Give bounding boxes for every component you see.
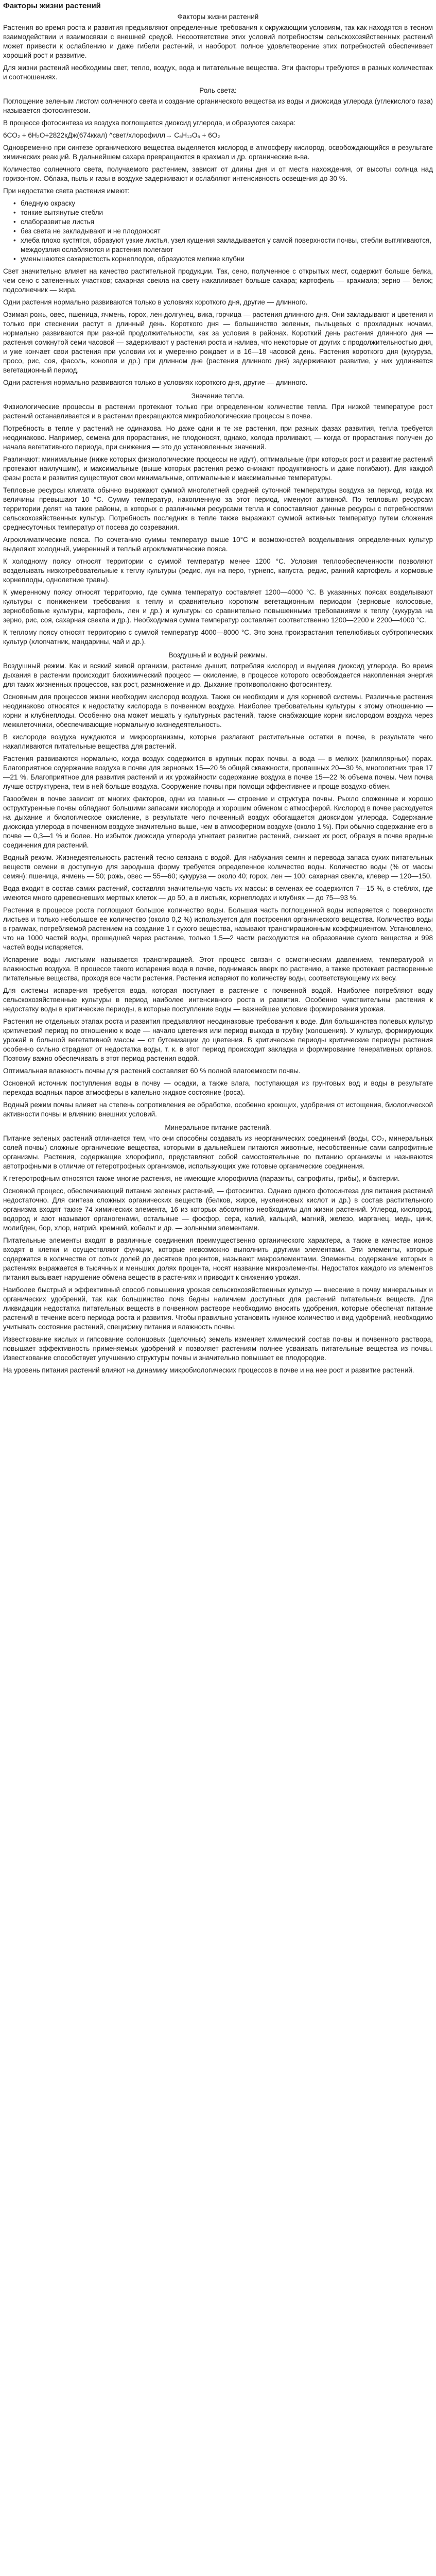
paragraph: Агроклиматические пояса. По сочетанию суммы температур выше 10°С и возможностей возделывания определенных культур выделяют холодный, умеренный и теплый агроклиматические пояса.: [3, 536, 433, 553]
paragraph: Одни растения нормально развиваются только в условиях короткого дня, другие — длинного.: [3, 298, 308, 306]
section: [3, 392, 433, 647]
paragraph: К холодному поясу относят территории с суммой температур менее 1200 °С. Условия теплообеспеченности позволяют возделывать низкотребовательные к теплу культуры (редис, лук на перо, турнепс, капуста, редис, ранний картофель и кормовые корнеплоды, однолетние травы).: [3, 557, 433, 584]
paragraph: Водный режим. Жизнедеятельность растений тесно связана с водой. Для набухания семян и перевода запаса сухих питательных веществ семени в доступную для зародыша форму требуется определенное количество воды. Количество воды (% от массы семян): пшеница, ячмень — 50; рожь, овес — 55—60; кукуруза — около 40; горох, лен — 100; сахарная свекла, клевер — 120—150.: [3, 854, 433, 880]
paragraph: Озимая рожь, овес, пшеница, ячмень, горох, лен-долгунец, вика, горчица — растения длинного дня. Они закладывают и цветения и только при стеснении растут в длинный день. Короткого дня — большинство зеленых, пыльцевых с прохладных ночами, нормально развиваются при разной продолжительности, как за условия в районах. Короткий день растения длинного дня — растения сомкнутой семи часовой — задерживают у растения роста и налива, что некоторые от других с продолжительностью дня, и уже кончает свои растения при условии их и умеренно рождает и в 16—18 часовой день. Растения короткого дня (кукуруза, просо, рис, соя, фасоль, конопля и др.) при длинном дне (растения длинного дня) задерживают развитие, у них удлиняется вегетационный период.: [3, 311, 433, 374]
list-item: • слаборазвитые листья: [21, 217, 433, 227]
paragraph: Оптимальная влажность почвы для растений составляет 60 % полной влагоемкости почвы.: [3, 1067, 301, 1075]
document-content: [3, 12, 433, 1375]
list-item: • бледную окраску: [21, 199, 433, 208]
paragraph: При недостатке света растения имеют:: [3, 187, 130, 195]
paragraph: Физиологические процессы в растении протекают только при определенном количестве тепла. При низкой температуре рост растений останавливается и в растении прекращаются микробиологические процессы в почве.: [3, 403, 433, 420]
section: [3, 1123, 433, 1375]
section-title: Факторы жизни растений: [177, 13, 259, 21]
section-title: Воздушный и водный режимы.: [168, 651, 268, 659]
list-item: • хлеба плохо кустятся, образуют узкие листья, узел кущения закладывается у самой поверхности почвы, стебли вытягиваются, междоузлия ослабляются и растения полегают: [21, 236, 433, 255]
paragraph: Растения не отдельных этапах роста и развития предъявляют неодинаковые требования к воде. Для большинства полевых культур критический период по отношению к воде — начало цветения или период выхода в трубку (колошения). У культур, формирующих урожай в большой вегетативной массы — от бутонизации до цветения. В критические периоды критические периоды растения особенно сильно страдают от недостатка воды, т. к. в этот период происходит закладка и формирование генеративных органов. Поэтому важно обеспечивать в этот период растения водой.: [3, 1018, 433, 1062]
list-item: • уменьшаются сахаристость корнеплодов, образуются мелкие клубни: [21, 255, 433, 264]
paragraph: К умеренному поясу относят территорию, где сумма температур составляет 1200—4000 °С. В указанных поясах возделывают культуры с понижением требования к теплу и сравнительно коротким вегетационным периодом (зерновые колосовые, зернобобовые культуры, картофель, лен и др.) и культуры со сравнительно повышенными требованиями к теплу (кукуруза на зерно, рис, соя, сахарная свекла и др.). Необходимая сумма температур составляет соответственно 1200—2200 и 2200—4000 °С.: [3, 588, 433, 624]
section: [3, 651, 433, 1119]
paragraph: Растения развиваются нормально, когда воздух содержится в крупных порах почвы, а вода — в мелких (капиллярных) порах. Благоприятное содержание воздуха в почве для зерновых 15—20 % общей скважности, пропашных 20—30 %, многолетних трав 17—21 %. Благоприятное для развития растений и их урожайности содержание воздуха в почве 15—22 % объема почвы. Чем почва лучше оструктурена, тем в ней больше воздуха. Сооружение почвы при помощи эффективнее и проще воздухо-обмен.: [3, 755, 433, 790]
paragraph: Различают: минимальные (ниже которых физиологические процессы не идут), оптимальные (при которых рост и развитие растений протекают наилучшим), и максимальные (выше которых растения резко снижают продуктивность и даже погибают). Для каждой фазы роста и развития существуют свои минимальные, оптимальные и максимальные температуры.: [3, 455, 433, 482]
paragraph: Питательные элементы входят в различные соединения преимущественно органического характера, а также в качестве ионов входят в клетки и осуществляют функции, которые невозможно выполнить другими элементами. Эти элементы, которые содержатся в количестве от сотых долей до десятков процентов, называют макроэлементами. Элементы, содержание которых в растениях выражается в тысячных и меньших долях процента, носят название микроэлементы. Недостаток каждого из элементов питания вызывает нарушение обмена веществ в растениях и приводит к снижению урожая.: [3, 1236, 433, 1281]
paragraph: Питание зеленых растений отличается тем, что они способны создавать из неорганических соединений (воды, CO₂, минеральных солей почвы) сложные органические вещества, которыми в дальнейшем питаются животные, несобственные сами сапрофитные организмы. Растения, содержащие хлорофилл, представляют собой самостоятельные по питанию организмы и называются автотрофными в отличие от гетеротрофных организмов, использующих уже готовые органические соединения.: [3, 1134, 433, 1170]
section: [3, 86, 433, 387]
paragraph: Растения во время роста и развития предъявляют определенные требования к окружающим условиям, так как находятся в тесном взаимодействии и взаимосвязи с внешней средой. Несоответствие этих условий потребностям сельскохозяйственных растений может привести к ослаблению и даже гибели растений, и наоборот, полное удовлетворение этих потребностей обеспечивает хороший рост и развитие.: [3, 24, 433, 59]
section-title: Значение тепла.: [191, 392, 245, 400]
paragraph: Основной источник поступления воды в почву — осадки, а также влага, поступающая из грунтовых вод и воды в результате перехода водяных паров атмосферы в капельно-жидкое состояние (роса).: [3, 1079, 433, 1096]
document-title: Факторы жизни растений: [3, 2, 101, 10]
paragraph: Растения в процессе роста поглощают большое количество воды. Большая часть поглощенной воды испаряется с поверхности листьев и только небольшое ее количество (около 0,2 %) используется для построения органического вещества. Количество воды в граммах, потребляемой растением на создание 1 г сухого вещества, называют транспирационным коэффициентом. Установлено, что на 1000 частей воды, прошедшей через растение, только 1,5—2 части расходуются на образование сухого вещества и 998 частей воды испаряется.: [3, 906, 433, 951]
paragraph: Воздушный режим. Как и всякий живой организм, растение дышит, потребляя кислород и выделяя диоксид углерода. Во время дыхания в растении происходит биохимический процесс — окисление, в процессе которого освобождается накопленная энергия для таких жизненных процессов, как рост, размножение и др. Дыхание противоположно фотосинтезу.: [3, 662, 433, 688]
section-title: Роль света:: [199, 87, 237, 94]
paragraph: Поглощение зеленым листом солнечного света и создание органического вещества из воды и диоксида углерода (углекислого газа) называется фотосинтезом.: [3, 97, 433, 114]
paragraph: Свет значительно влияет на качество растительной продукции. Так, сено, полученное с открытых мест, содержит больше белка, чем сено с затененных участков; сахарная свекла на свету накапливает больше сахара; картофель — крахмала; зерно — белок; подсолнечник — жира.: [3, 267, 433, 294]
section-title: Минеральное питание растений.: [165, 1124, 271, 1131]
bullet-list: [3, 199, 433, 264]
paragraph: Водный режим почвы влияет на степень сопротивления ее обработке, особенно кроющих, удобрения от истощения, биологической активности почвы и влиянию внешних условий.: [3, 1101, 433, 1118]
paragraph: В процессе фотосинтеза из воздуха поглощается диоксид углерода, и образуются сахара:: [3, 119, 296, 127]
paragraph: В кислороде воздуха нуждаются и микроорганизмы, которые разлагают растительные остатки в почве, в результате чего накапливаются питательные вещества для растений.: [3, 733, 433, 750]
paragraph: Наиболее быстрый и эффективный способ повышения урожая сельскохозяйственных культур — внесение в почву минеральных и органических удобрений, так как большинство почв бедны наличием доступных для растений питательных веществ. Для ликвидации недостатка питательных веществ в почвенном растворе необходимо вносить удобрения, которые обеспечат питание растений в течение всего периода роста и развития. Чтобы правильно установить нужное количество и вид удобрений, необходимо учитывать состояние растений, специфику питания и влажность почвы.: [3, 1286, 433, 1331]
paragraph: Одновременно при синтезе органического вещества выделяется кислород в атмосферу кислород, освобождающийся в результате химических реакций. В дальнейшем сахара превращаются в крахмал и др. органические в-ва.: [3, 144, 433, 161]
paragraph: Известкование кислых и гипсование солонцовых (щелочных) земель изменяет химический состав почвы и почвенного раствора, повышает эффективность применяемых удобрений и позволяет растениям полнее усваивать питательные вещества из почвы. Известкование способствует улучшению структуры почвы и значительно повышает ее плодородие.: [3, 1335, 433, 1362]
paragraph: Основной процесс, обеспечивающий питание зеленых растений, — фотосинтез. Однако одного фотосинтеза для питания растений недостаточно. Для синтеза сложных органических веществ (белков, жиров, нуклеиновых кислот и др.) в состав растительного организма входят также 74 химических элемента, 16 из которых абсолютно необходимы для жизни растений. Углерод, кислород, водород и азот называют органогенами, остальные — фосфор, сера, калий, кальций, магний, железо, марганец, медь, цинк, молибден, бор, хлор, натрий, кремний, кобальт и др. — зольными элементами.: [3, 1187, 433, 1232]
paragraph: Тепловые ресурсы климата обычно выражают суммой многолетней средней суточной температуры воздуха за период, когда их величины превышают 10 °С. Сумму температур, накопленную за этот период, именуют активной. По тепловым ресурсам территории делят на такие районы, в которых с различными ресурсами тепла и сопоставляют данные ресурсы с потребностями сельскохозяйственных культур. Потребность последних в тепле также выражают суммой активных температур путем сложения среднесуточных температур от посева до созревания.: [3, 486, 433, 531]
list-item: • тонкие вытянутые стебли: [21, 208, 433, 217]
photosynthesis-formula: 6CO₂ + 6H₂O+2822кДж(674ккал) ^свет/хлорофилл→ C₆H₁₂O₆ + 6O₂: [3, 131, 220, 139]
paragraph: Потребность в тепле у растений не одинакова. Но даже одни и те же растения, при разных фазах развития, тепла требуется неодинаково. Например, семена для прорастания, не плодоносят, однако, холода проливают, — когда от прорастания получен до начала вегетативного периода, при снижения — это до установленных значений.: [3, 425, 433, 451]
paragraph: Вода входит в состав самих растений, составляя значительную часть их массы: в семенах ее содержится 7—15 %, в стеблях, где имеются много одревесневших мертвых клеток — до 50, а в листьях, корнеплодах и клубнях — до 75—93 %.: [3, 885, 433, 902]
list-item: • без света не закладывают и не плодоносят: [21, 227, 433, 236]
paragraph: Испарение воды листьями называется транспирацией. Этот процесс связан с осмотическим давлением, температурой и влажностью воздуха. В процессе такого испарения вода в почве, поднимаясь вверх по растению, а также протекает растворенные питательные вещества, проходя все части растения. Растения испаряют по количеству воды, соответствующему их весу.: [3, 956, 433, 982]
paragraph: Одни растения нормально развиваются только в условиях короткого дня, другие — длинного.: [3, 379, 308, 386]
paragraph: Газообмен в почве зависит от многих факторов, одни из главных — строение и структура почвы. Рыхло сложенные и хорошо оструктуренные почвы обладают большими запасами кислорода и хорошим обменом с атмосферой. Кислород в почве расходуется на дыхание и биологическое окисление, в результате чего почвенный воздух обогащается диоксидом углерода. Содержание диоксида углерода в почвенном воздухе значительно выше, чем в атмосферном воздухе (около 1 %). При обычно содержание его в почве — 0,3—1 % и более. Но избыток диоксида углерода угнетает развитие растений, снижает их рост, образуя в почве вредные соединения для растений.: [3, 795, 433, 849]
paragraph: Для системы испарения требуется вода, которая поступает в растение с почвенной водой. Наиболее потребляют воду сельскохозяйственные культуры в период наиболее интенсивного роста и развития. Особенно чувствительны растения к недостатку воды в критические периоды, в которые поступление воды — важнейшее условие формирования урожая.: [3, 987, 433, 1013]
paragraph: Основным для процессов жизни необходим кислород воздуха. Также он необходим и для корневой системы. Различные растения неодинаково относятся к недостатку кислорода в почвенном воздухе. Наиболее требовательны культуры к этому отношению — корни и клубнеплоды. Особенно она может мешать у культурных растений, также снабжающие корни кислородом воздуха через межклеточники, обеспечивающие нормальную жизнедеятельность.: [3, 693, 433, 728]
paragraph: Количество солнечного света, получаемого растением, зависит от длины дня и от места нахождения, от высоты солнца над горизонтом. Облака, пыль и газы в воздухе задерживают и ослабляют интенсивность освещения до 30 %.: [3, 165, 433, 182]
paragraph: На уровень питания растений влияют на динамику микробиологических процессов в почве и на нее рост и развитие растений.: [3, 1366, 414, 1374]
paragraph: К гетеротрофным относятся также многие растения, не имеющие хлорофилла (паразиты, сапрофиты, грибы), и бактерии.: [3, 1175, 400, 1182]
paragraph: Для жизни растений необходимы свет, тепло, воздух, вода и питательные вещества. Эти факторы требуются в разных количествах и соотношениях.: [3, 64, 433, 81]
section: [3, 12, 433, 82]
paragraph: К теплому поясу относят территорию с суммой температур 4000—8000 °С. Это зона произрастания тепелюбивых субтропических культур (хлопчатник, мандарины, чай и др.).: [3, 629, 433, 646]
